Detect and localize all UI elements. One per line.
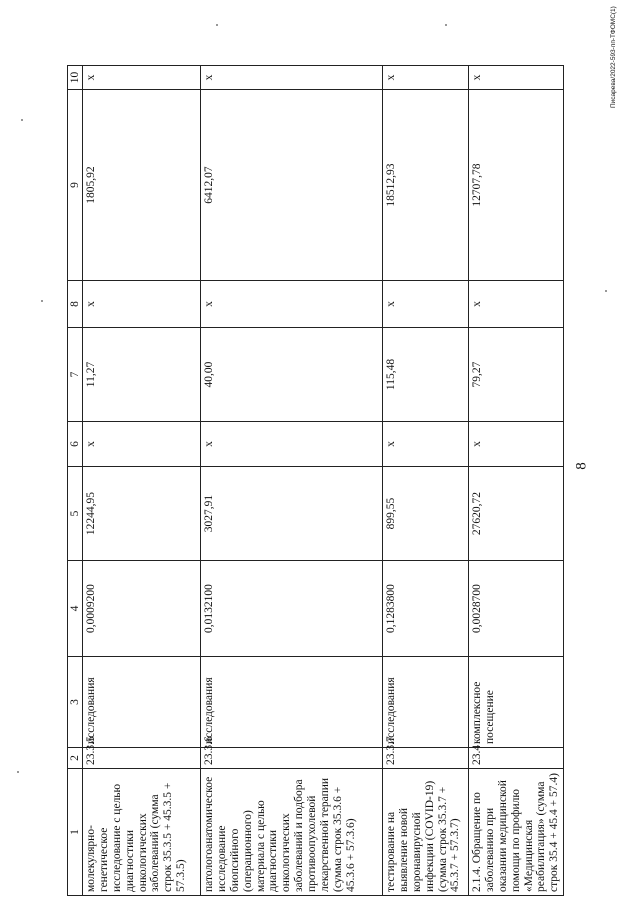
row-col8: x <box>201 281 383 328</box>
column-number: 3 <box>68 657 83 748</box>
row-cost: 27620,72 <box>469 467 564 561</box>
row-col6: x <box>83 422 201 467</box>
row-code: 23.3.5 <box>83 748 201 769</box>
column-number: 5 <box>68 467 83 561</box>
scan-speck <box>605 290 607 292</box>
row-col9: 12707,78 <box>469 90 564 281</box>
row-description: молекулярно-генетическое исследование с целью диагностики онкологических заболеваний (сумма строк 35.3.5 + 45.3.5 + 57.3.5) <box>83 769 201 896</box>
row-cost: 12244,95 <box>83 467 201 561</box>
page-number: 8 <box>573 462 590 470</box>
column-number: 7 <box>68 328 83 422</box>
row-description: 2.1.4. Обращение по заболеванию при оказании медицинской помощи по профилю «Медицинская реабилитация» (сумма строк 35.4 + 45.4 + 57.4) <box>469 769 564 896</box>
row-norm-volume: 0,0009200 <box>83 561 201 657</box>
tariff-table <box>67 65 564 896</box>
row-code: 23.3.6 <box>201 748 383 769</box>
row-unit: комплексное посещение <box>469 657 564 748</box>
row-col10: x <box>469 66 564 90</box>
row-col7: 11,27 <box>83 328 201 422</box>
table-row <box>201 66 383 896</box>
row-col10: x <box>201 66 383 90</box>
column-number: 8 <box>68 281 83 328</box>
column-number: 10 <box>68 66 83 90</box>
row-description: патологоанатомическое исследование биопсийного (операционного) материала с целью диагностики онкологических заболеваний и подбора противоопухолевой лекарственной терапии (сумма строк 35.3.6 + 45.3.6 + 57.3.6) <box>201 769 383 896</box>
row-cost: 899,55 <box>383 467 469 561</box>
column-number-row <box>68 66 83 896</box>
scan-speck <box>41 300 43 302</box>
column-number: 6 <box>68 422 83 467</box>
row-col8: x <box>383 281 469 328</box>
row-col8: x <box>83 281 201 328</box>
row-col6: x <box>469 422 564 467</box>
table-row <box>383 66 469 896</box>
row-col9: 18512,93 <box>383 90 469 281</box>
row-unit: исследования <box>383 657 469 748</box>
column-number: 2 <box>68 748 83 769</box>
row-col9: 1805,92 <box>83 90 201 281</box>
scan-speck <box>17 771 19 773</box>
scan-speck <box>21 119 23 121</box>
row-unit: исследования <box>83 657 201 748</box>
table-row <box>469 66 564 896</box>
row-col10: x <box>383 66 469 90</box>
row-col7: 115,48 <box>383 328 469 422</box>
row-unit: исследования <box>201 657 383 748</box>
row-col8: x <box>469 281 564 328</box>
rotated-table-container <box>67 66 564 896</box>
row-norm-volume: 0,1283800 <box>383 561 469 657</box>
row-description: тестирование на выявление новой коронавирусной инфекции (COVID-19) (сумма строк 35.3.7 + 45.3.7 + 57.3.7) <box>383 769 469 896</box>
row-col9: 6412,07 <box>201 90 383 281</box>
scan-speck <box>445 24 447 26</box>
row-col7: 79,27 <box>469 328 564 422</box>
rotated-table-frame <box>67 66 564 896</box>
row-code: 23.4 <box>469 748 564 769</box>
column-number: 1 <box>68 769 83 896</box>
row-col6: x <box>383 422 469 467</box>
row-col7: 40,00 <box>201 328 383 422</box>
row-code: 23.3.7 <box>383 748 469 769</box>
row-cost: 3027,91 <box>201 467 383 561</box>
row-col6: x <box>201 422 383 467</box>
scan-speck <box>216 24 218 26</box>
table-row <box>83 66 201 896</box>
row-col10: x <box>83 66 201 90</box>
document-id-text: Писарева/2022-593-пп-ТФОМС(1) <box>610 6 617 108</box>
row-norm-volume: 0,0132100 <box>201 561 383 657</box>
column-number: 9 <box>68 90 83 281</box>
column-number: 4 <box>68 561 83 657</box>
row-norm-volume: 0,0028700 <box>469 561 564 657</box>
